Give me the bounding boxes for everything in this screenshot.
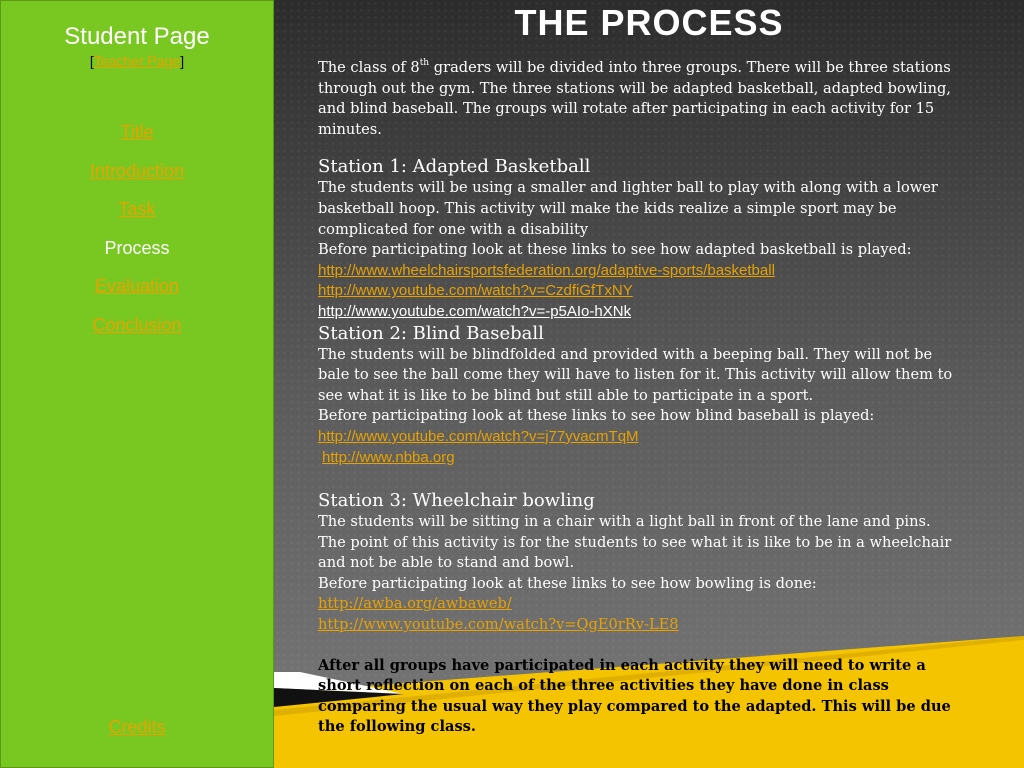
nav-link-task[interactable]: Task xyxy=(118,199,156,219)
teacher-page-link[interactable]: Teacher Page xyxy=(93,53,181,69)
sidebar-nav xyxy=(0,0,274,768)
nav-list xyxy=(1,117,273,348)
closing-paragraph: After all groups have participated in each activity they will need to write a short reflection on each of the three activities they have done in class comparing the usual way they play compared to the adapted. This will be due the following class. xyxy=(318,656,951,736)
process-text xyxy=(318,58,963,738)
page-title: Student Page xyxy=(64,23,210,50)
station1-links-intro: Before participating look at these links to see how adapted basketball is played: xyxy=(318,241,912,259)
station3-title: Station 3: Wheelchair bowling xyxy=(318,490,595,512)
station2-text: The students will be blindfolded and provided with a beeping ball. They will not be bale to see the ball come they will have to listen for it. This activity will allow them to see what it is like to be blind but still able to participate in a sport. xyxy=(318,345,953,404)
station1-link-2[interactable]: http://www.youtube.com/watch?v=CzdfiGfTxNY xyxy=(318,282,633,300)
station2-title: Station 2: Blind Baseball xyxy=(318,322,544,344)
intro-paragraph xyxy=(318,58,963,140)
station1-link-3[interactable]: http://www.youtube.com/watch?v=-p5AIo-hXNk xyxy=(318,302,632,320)
station2-links-intro: Before participating look at these links to see how blind baseball is played: xyxy=(318,407,875,425)
teacher-page-line xyxy=(1,53,273,69)
station2-link-1[interactable]: http://www.youtube.com/watch?v=j77yvacmTqM xyxy=(318,427,639,445)
bracket-close: ] xyxy=(180,53,185,69)
nav-link-introduction[interactable]: Introduction xyxy=(89,160,185,181)
station1-link-1[interactable]: http://www.wheelchairsportsfederation.org/adaptive-sports/basketball xyxy=(318,261,775,279)
intro-superscript: th xyxy=(419,58,430,68)
station3-link-1[interactable]: http://awba.org/awbaweb/ xyxy=(318,595,512,613)
station1-text: The students will be using a smaller and lighter ball to play with along with a lower basketball hoop. This activity will make the kids realize a simple sport may be complicated for one with a disability xyxy=(318,179,938,238)
bracket-open: [ xyxy=(89,53,94,69)
nav-link-title[interactable]: Title xyxy=(120,122,154,142)
nav-link-conclusion[interactable]: Conclusion xyxy=(92,314,182,335)
process-heading: THE PROCESS xyxy=(514,2,784,43)
station3-link-2[interactable]: http://www.youtube.com/watch?v=QgE0rRv-LE8 xyxy=(318,616,679,634)
content-area xyxy=(274,0,1024,768)
station1-title: Station 1: Adapted Basketball xyxy=(318,156,591,178)
intro-text-a: The class of 8 xyxy=(318,59,420,76)
credits-link[interactable]: Credits xyxy=(108,717,166,737)
station3-links-intro: Before participating look at these links to see how bowling is done: xyxy=(318,574,817,592)
station2-link-2[interactable]: http://www.nbba.org xyxy=(322,448,455,466)
nav-link-evaluation[interactable]: Evaluation xyxy=(94,276,180,296)
nav-current-process: Process xyxy=(104,237,170,258)
station3-text: The students will be sitting in a chair with a light ball in front of the lane and pins. The point of this activity is for the students to see what it is like to be in a wheelchair and not be able to stand and bowl. xyxy=(318,513,952,572)
intro-text-b: graders will be divided into three groups. There will be three stations through out the gym. The three stations will be adapted basketball, adapted bowling, and blind baseball. The groups will rotate after participating in each activity for 15 minutes. xyxy=(318,59,951,138)
